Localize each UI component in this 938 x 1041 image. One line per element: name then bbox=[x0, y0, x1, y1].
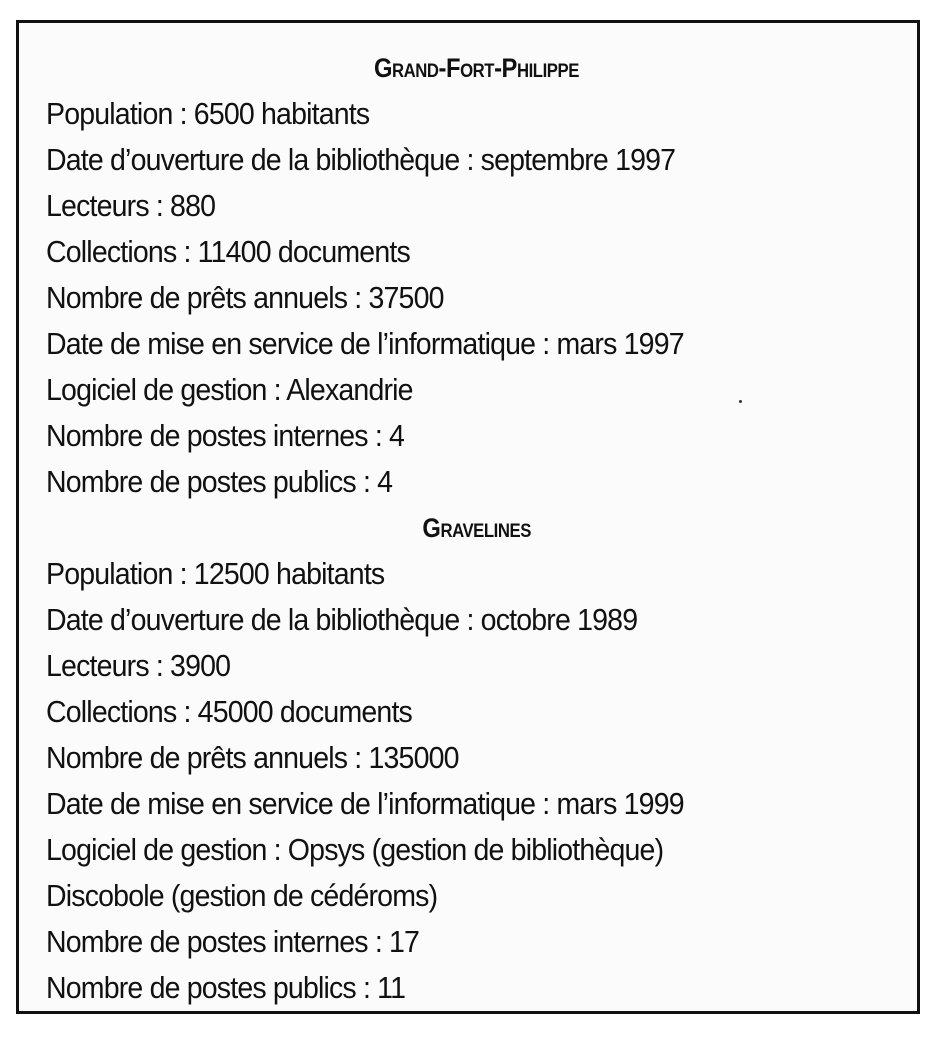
section-gravelines bbox=[46, 505, 907, 1011]
computerization-date-line: Date de mise en service de l’informatique : mars 1999 bbox=[46, 786, 684, 821]
collections-line: Collections : 45000 documents bbox=[46, 694, 413, 729]
info-box bbox=[16, 20, 920, 1014]
management-software-line: Logiciel de gestion : Opsys (gestion de bibliothèque) bbox=[46, 832, 664, 867]
annual-loans-line: Nombre de prêts annuels : 37500 bbox=[46, 280, 444, 315]
opening-date-line: Date d’ouverture de la bibliothèque : septembre 1997 bbox=[46, 142, 676, 177]
section-title bbox=[46, 45, 907, 91]
collections-line: Collections : 11400 documents bbox=[46, 234, 410, 269]
section-title bbox=[46, 505, 907, 551]
computerization-date-line: Date de mise en service de l’informatique : mars 1997 bbox=[46, 326, 684, 361]
management-software-continued-line: Discobole (gestion de cédéroms) bbox=[46, 878, 438, 913]
section-title-text: Gravelines bbox=[422, 513, 531, 543]
scan-speck bbox=[739, 400, 742, 403]
info-box-content bbox=[46, 45, 907, 1011]
public-stations-line: Nombre de postes publics : 11 bbox=[46, 970, 406, 1005]
readers-line: Lecteurs : 880 bbox=[46, 188, 216, 223]
annual-loans-line: Nombre de prêts annuels : 135000 bbox=[46, 740, 459, 775]
internal-stations-line: Nombre de postes internes : 17 bbox=[46, 924, 420, 959]
readers-line: Lecteurs : 3900 bbox=[46, 648, 231, 683]
population-line: Population : 12500 habitants bbox=[46, 556, 385, 591]
internal-stations-line: Nombre de postes internes : 4 bbox=[46, 418, 405, 453]
section-title-text: Grand-Fort-Philippe bbox=[374, 53, 579, 83]
opening-date-line: Date d’ouverture de la bibliothèque : octobre 1989 bbox=[46, 602, 638, 637]
section-grand-fort-philippe bbox=[46, 45, 907, 505]
management-software-line: Logiciel de gestion : Alexandrie bbox=[46, 372, 413, 407]
public-stations-line: Nombre de postes publics : 4 bbox=[46, 464, 393, 499]
population-line: Population : 6500 habitants bbox=[46, 96, 370, 131]
